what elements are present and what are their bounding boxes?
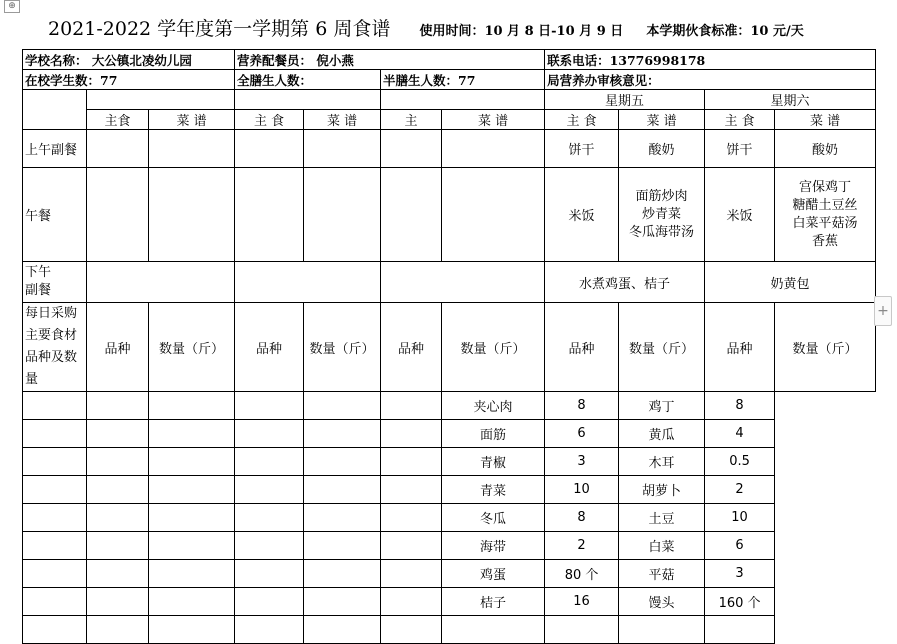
table-row xyxy=(23,616,876,644)
col-qty: 数量（斤） xyxy=(775,303,876,392)
sat-purchase-item: 木耳 xyxy=(619,448,705,476)
empty-cell xyxy=(442,616,545,644)
sat-purchase-item: 胡萝卜 xyxy=(619,476,705,504)
empty-cell xyxy=(545,616,619,644)
fri-purchase-item: 青椒 xyxy=(442,448,545,476)
sat-lunch-staple: 米饭 xyxy=(705,168,775,262)
fri-purchase-item: 鸡蛋 xyxy=(442,560,545,588)
col-qty: 数量（斤） xyxy=(304,303,381,392)
col-variety: 品种 xyxy=(705,303,775,392)
weekly-menu-table xyxy=(22,49,876,644)
col-qty: 数量（斤） xyxy=(149,303,235,392)
fri-purchase-qty: 8 xyxy=(545,504,619,532)
fri-lunch-staple: 米饭 xyxy=(545,168,619,262)
dietitian: 营养配餐员： 倪小燕 xyxy=(235,50,545,70)
half-board-count: 半膳生人数：77 xyxy=(381,70,545,90)
table-row xyxy=(23,392,876,420)
fri-purchase-item: 青菜 xyxy=(442,476,545,504)
table-row xyxy=(23,448,876,476)
fri-purchase-qty: 16 xyxy=(545,588,619,616)
col-variety: 品种 xyxy=(381,303,442,392)
bureau-review: 局营养办审核意见： xyxy=(545,70,876,90)
usage-period: 使用时间：10 月 8 日-10 月 9 日 xyxy=(419,24,624,39)
sat-afternoon-snack: 奶黄包 xyxy=(705,262,876,303)
fri-afternoon-snack: 水煮鸡蛋、桔子 xyxy=(545,262,705,303)
contact-phone: 联系电话：13776998178 xyxy=(545,50,876,70)
meal-label-purchase: 每日采购主要食材品种及数量 xyxy=(23,303,87,392)
col-variety: 品种 xyxy=(235,303,304,392)
col-qty: 数量（斤） xyxy=(619,303,705,392)
col-dishes: 菜 谱 xyxy=(619,110,705,130)
fri-lunch-dishes: 面筋炒肉 炒青菜 冬瓜海带汤 xyxy=(619,168,705,262)
sat-purchase-item: 鸡丁 xyxy=(619,392,705,420)
empty-cell xyxy=(705,616,775,644)
sat-morning-dish: 酸奶 xyxy=(775,130,876,168)
student-count: 在校学生数：77 xyxy=(23,70,235,90)
day-header-wed xyxy=(381,90,545,110)
col-dishes: 菜 谱 xyxy=(775,110,876,130)
menu-title: 2021-2022 学年度第一学期第 6 周食谱 xyxy=(48,18,391,40)
corner-cell xyxy=(23,90,87,130)
table-row xyxy=(23,532,876,560)
col-staple: 主 xyxy=(381,110,442,130)
sat-purchase-item: 馒头 xyxy=(619,588,705,616)
fri-purchase-qty: 2 xyxy=(545,532,619,560)
day-header-mon xyxy=(87,90,235,110)
fri-purchase-qty: 10 xyxy=(545,476,619,504)
col-variety: 品种 xyxy=(87,303,149,392)
sat-purchase-qty: 6 xyxy=(705,532,775,560)
day-header-sat: 星期六 xyxy=(705,90,876,110)
full-board-count: 全膳生人数： xyxy=(235,70,381,90)
col-dishes: 菜 谱 xyxy=(442,110,545,130)
meal-label-morning: 上午副餐 xyxy=(23,130,87,168)
fri-purchase-qty: 8 xyxy=(545,392,619,420)
col-staple: 主 食 xyxy=(235,110,304,130)
sat-morning-staple: 饼干 xyxy=(705,130,775,168)
sat-purchase-qty: 160 个 xyxy=(705,588,775,616)
sat-purchase-qty: 2 xyxy=(705,476,775,504)
col-staple: 主食 xyxy=(87,110,149,130)
sat-purchase-qty: 4 xyxy=(705,420,775,448)
day-header-fri: 星期五 xyxy=(545,90,705,110)
fri-purchase-item: 夹心肉 xyxy=(442,392,545,420)
meal-label-lunch: 午餐 xyxy=(23,168,87,262)
col-staple: 主 食 xyxy=(705,110,775,130)
empty-cell xyxy=(619,616,705,644)
col-dishes: 菜 谱 xyxy=(149,110,235,130)
table-row xyxy=(23,504,876,532)
table-row xyxy=(23,420,876,448)
day-header-tue xyxy=(235,90,381,110)
fri-purchase-item: 冬瓜 xyxy=(442,504,545,532)
fri-purchase-item: 海带 xyxy=(442,532,545,560)
fri-purchase-qty: 80 个 xyxy=(545,560,619,588)
col-qty: 数量（斤） xyxy=(442,303,545,392)
table-row xyxy=(23,560,876,588)
sat-purchase-item: 平菇 xyxy=(619,560,705,588)
sat-purchase-qty: 10 xyxy=(705,504,775,532)
table-move-handle-icon[interactable]: ⊕ xyxy=(4,0,20,13)
fri-morning-staple: 饼干 xyxy=(545,130,619,168)
fri-purchase-item: 桔子 xyxy=(442,588,545,616)
fri-purchase-item: 面筋 xyxy=(442,420,545,448)
sat-purchase-qty: 3 xyxy=(705,560,775,588)
fri-purchase-qty: 3 xyxy=(545,448,619,476)
table-row xyxy=(23,476,876,504)
col-variety: 品种 xyxy=(545,303,619,392)
sat-purchase-qty: 0.5 xyxy=(705,448,775,476)
meal-label-afternoon: 下午 副餐 xyxy=(23,262,87,303)
document-title xyxy=(48,14,804,41)
col-dishes: 菜 谱 xyxy=(304,110,381,130)
sat-lunch-dishes: 宫保鸡丁 糖醋土豆丝 白菜平菇汤 香蕉 xyxy=(775,168,876,262)
add-column-button[interactable]: + xyxy=(874,296,892,326)
meal-standard: 本学期伙食标准：10 元/天 xyxy=(646,24,804,39)
school-name: 学校名称： 大公镇北凌幼儿园 xyxy=(23,50,235,70)
sat-purchase-item: 白菜 xyxy=(619,532,705,560)
purchase-rows xyxy=(23,392,876,644)
col-staple: 主 食 xyxy=(545,110,619,130)
sat-purchase-item: 土豆 xyxy=(619,504,705,532)
sat-purchase-item: 黄瓜 xyxy=(619,420,705,448)
fri-purchase-qty: 6 xyxy=(545,420,619,448)
table-row xyxy=(23,588,876,616)
fri-morning-dish: 酸奶 xyxy=(619,130,705,168)
sat-purchase-qty: 8 xyxy=(705,392,775,420)
